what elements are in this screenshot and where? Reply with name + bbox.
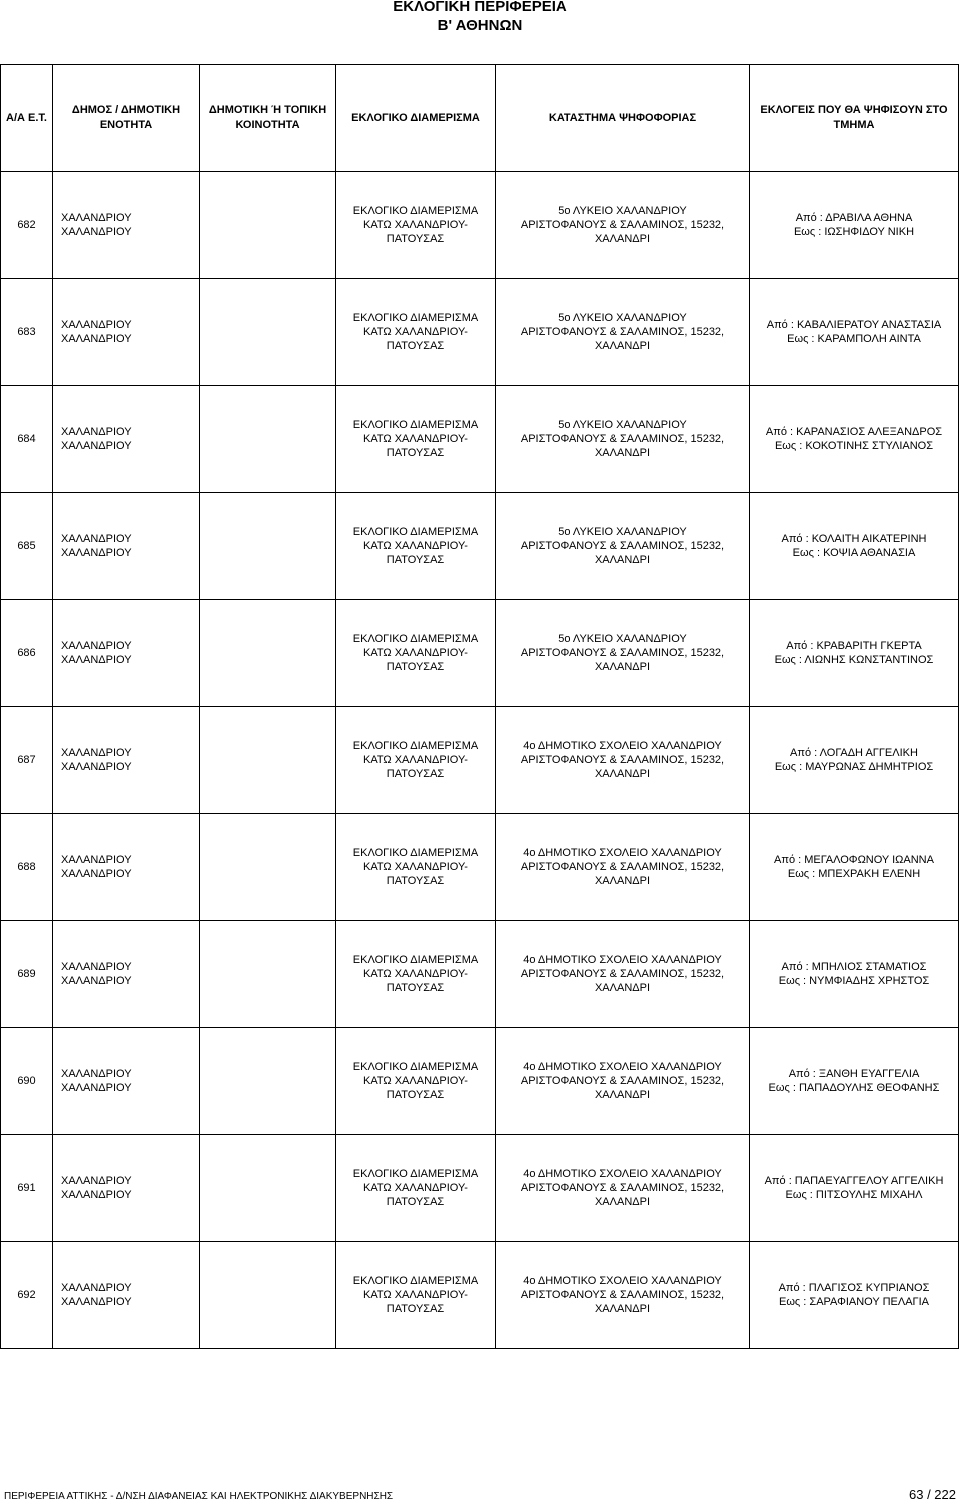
municipality-line: ΧΑΛΑΝΔΡΙΟΥ	[61, 640, 132, 652]
municipality-cell	[53, 1135, 200, 1242]
voters-range-line: Από : ΠΑΠΑΕΥΑΓΓΕΛΟΥ ΑΓΓΕΛΙΚΗ	[764, 1175, 944, 1187]
district-cell	[336, 1135, 496, 1242]
page-number: 63 / 222	[909, 1487, 956, 1502]
district-line: ΠΑΤΟΥΣΑΣ	[386, 1089, 445, 1101]
col-header-voters: ΕΚΛΟΓΕΙΣ ΠΟΥ ΘΑ ΨΗΦΙΣΟΥΝ ΣΤΟ ΤΜΗΜΑ	[750, 65, 959, 172]
district-line: ΚΑΤΩ ΧΑΛΑΝΔΡΙΟΥ-	[363, 968, 468, 980]
voters-range-line: Εως : ΜΠΕΧΡΑΚΗ ΕΛΕΝΗ	[787, 868, 921, 880]
voters-range-cell	[750, 279, 959, 386]
community-cell	[200, 1242, 336, 1349]
district-cell	[336, 493, 496, 600]
row-number: 682	[1, 172, 53, 279]
municipality-cell	[53, 386, 200, 493]
voters-range-line: Εως : ΠΙΤΣΟΥΛΗΣ ΜΙΧΑΗΛ	[785, 1189, 923, 1201]
station-line: ΑΡΙΣΤΟΦΑΝΟΥΣ & ΣΑΛΑΜΙΝΟΣ, 15232,	[520, 326, 725, 338]
station-line: 5ο ΛΥΚΕΙΟ ΧΑΛΑΝΔΡΙΟΥ	[558, 633, 687, 645]
municipality-line: ΧΑΛΑΝΔΡΙΟΥ	[61, 654, 132, 666]
municipality-line: ΧΑΛΑΝΔΡΙΟΥ	[61, 975, 132, 987]
district-line: ΠΑΤΟΥΣΑΣ	[386, 875, 445, 887]
district-cell	[336, 1028, 496, 1135]
voters-range-cell	[750, 1242, 959, 1349]
station-cell	[496, 279, 750, 386]
municipality-line: ΧΑΛΑΝΔΡΙΟΥ	[61, 1175, 132, 1187]
table-row	[1, 172, 959, 279]
row-number: 691	[1, 1135, 53, 1242]
station-line: 5ο ΛΥΚΕΙΟ ΧΑΛΑΝΔΡΙΟΥ	[558, 419, 687, 431]
station-line: 5ο ΛΥΚΕΙΟ ΧΑΛΑΝΔΡΙΟΥ	[558, 312, 687, 324]
station-line: ΧΑΛΑΝΔΡΙ	[594, 233, 651, 245]
station-line: ΑΡΙΣΤΟΦΑΝΟΥΣ & ΣΑΛΑΜΙΝΟΣ, 15232,	[520, 540, 725, 552]
district-line: ΚΑΤΩ ΧΑΛΑΝΔΡΙΟΥ-	[363, 326, 468, 338]
district-cell	[336, 707, 496, 814]
municipality-cell	[53, 1242, 200, 1349]
community-cell	[200, 493, 336, 600]
station-line: 4ο ΔΗΜΟΤΙΚΟ ΣΧΟΛΕΙΟ ΧΑΛΑΝΔΡΙΟΥ	[523, 740, 722, 752]
table-row	[1, 493, 959, 600]
municipality-cell	[53, 814, 200, 921]
station-cell	[496, 172, 750, 279]
municipality-line: ΧΑΛΑΝΔΡΙΟΥ	[61, 854, 132, 866]
col-header-number: Α/Α Ε.Τ.	[1, 65, 53, 172]
col-header-district: ΕΚΛΟΓΙΚΟ ΔΙΑΜΕΡΙΣΜΑ	[336, 65, 496, 172]
district-line: ΚΑΤΩ ΧΑΛΑΝΔΡΙΟΥ-	[363, 754, 468, 766]
col-header-station: ΚΑΤΑΣΤΗΜΑ ΨΗΦΟΦΟΡΙΑΣ	[496, 65, 750, 172]
municipality-line: ΧΑΛΑΝΔΡΙΟΥ	[61, 426, 132, 438]
row-number: 683	[1, 279, 53, 386]
municipality-line: ΧΑΛΑΝΔΡΙΟΥ	[61, 333, 132, 345]
municipality-line: ΧΑΛΑΝΔΡΙΟΥ	[61, 212, 132, 224]
voters-range-line: Εως : ΠΑΠΑΔΟΥΛΗΣ ΘΕΟΦΑΝΗΣ	[768, 1082, 940, 1094]
station-line: ΧΑΛΑΝΔΡΙ	[594, 340, 651, 352]
station-line: ΧΑΛΑΝΔΡΙ	[594, 982, 651, 994]
voters-range-cell	[750, 493, 959, 600]
voters-range-line: Εως : ΛΙΩΝΗΣ ΚΩΝΣΤΑΝΤΙΝΟΣ	[774, 654, 934, 666]
voters-range-cell	[750, 1028, 959, 1135]
row-number: 686	[1, 600, 53, 707]
station-line: ΧΑΛΑΝΔΡΙ	[594, 554, 651, 566]
district-line: ΚΑΤΩ ΧΑΛΑΝΔΡΙΟΥ-	[363, 219, 468, 231]
district-line: ΕΚΛΟΓΙΚΟ ΔΙΑΜΕΡΙΣΜΑ	[352, 633, 479, 645]
row-number: 690	[1, 1028, 53, 1135]
municipality-line: ΧΑΛΑΝΔΡΙΟΥ	[61, 440, 132, 452]
voters-range-line: Από : ΚΑΡΑΝΑΣΙΟΣ ΑΛΕΞΑΝΔΡΟΣ	[765, 426, 943, 438]
table-row	[1, 814, 959, 921]
station-cell	[496, 1242, 750, 1349]
station-line: ΑΡΙΣΤΟΦΑΝΟΥΣ & ΣΑΛΑΜΙΝΟΣ, 15232,	[520, 219, 725, 231]
station-line: ΧΑΛΑΝΔΡΙ	[594, 661, 651, 673]
voters-range-line: Εως : ΜΑΥΡΩΝΑΣ ΔΗΜΗΤΡΙΟΣ	[774, 761, 934, 773]
station-line: ΧΑΛΑΝΔΡΙ	[594, 1089, 651, 1101]
district-line: ΚΑΤΩ ΧΑΛΑΝΔΡΙΟΥ-	[363, 861, 468, 873]
station-line: ΧΑΛΑΝΔΡΙ	[594, 875, 651, 887]
district-line: ΕΚΛΟΓΙΚΟ ΔΙΑΜΕΡΙΣΜΑ	[352, 954, 479, 966]
municipality-line: ΧΑΛΑΝΔΡΙΟΥ	[61, 1296, 132, 1308]
community-cell	[200, 386, 336, 493]
station-line: ΧΑΛΑΝΔΡΙ	[594, 1303, 651, 1315]
station-line: ΑΡΙΣΤΟΦΑΝΟΥΣ & ΣΑΛΑΜΙΝΟΣ, 15232,	[520, 754, 725, 766]
district-line: ΕΚΛΟΓΙΚΟ ΔΙΑΜΕΡΙΣΜΑ	[352, 740, 479, 752]
station-line: ΑΡΙΣΤΟΦΑΝΟΥΣ & ΣΑΛΑΜΙΝΟΣ, 15232,	[520, 968, 725, 980]
district-line: ΚΑΤΩ ΧΑΛΑΝΔΡΙΟΥ-	[363, 647, 468, 659]
municipality-line: ΧΑΛΑΝΔΡΙΟΥ	[61, 761, 132, 773]
row-number: 692	[1, 1242, 53, 1349]
district-line: ΕΚΛΟΓΙΚΟ ΔΙΑΜΕΡΙΣΜΑ	[352, 312, 479, 324]
row-number: 684	[1, 386, 53, 493]
community-cell	[200, 279, 336, 386]
municipality-line: ΧΑΛΑΝΔΡΙΟΥ	[61, 1082, 132, 1094]
voters-range-cell	[750, 600, 959, 707]
district-line: ΕΚΛΟΓΙΚΟ ΔΙΑΜΕΡΙΣΜΑ	[352, 1061, 479, 1073]
voters-range-line: Από : ΠΛΑΓΙΣΟΣ ΚΥΠΡΙΑΝΟΣ	[778, 1282, 930, 1294]
municipality-cell	[53, 1028, 200, 1135]
community-cell	[200, 707, 336, 814]
district-line: ΠΑΤΟΥΣΑΣ	[386, 340, 445, 352]
district-line: ΠΑΤΟΥΣΑΣ	[386, 447, 445, 459]
district-cell	[336, 921, 496, 1028]
voters-range-cell	[750, 707, 959, 814]
community-cell	[200, 172, 336, 279]
district-line: ΚΑΤΩ ΧΑΛΑΝΔΡΙΟΥ-	[363, 540, 468, 552]
voters-range-line: Εως : ΣΑΡΑΦΙΑΝΟΥ ΠΕΛΑΓΙΑ	[779, 1296, 929, 1308]
row-number: 685	[1, 493, 53, 600]
district-line: ΠΑΤΟΥΣΑΣ	[386, 554, 445, 566]
municipality-line: ΧΑΛΑΝΔΡΙΟΥ	[61, 747, 132, 759]
station-line: 4ο ΔΗΜΟΤΙΚΟ ΣΧΟΛΕΙΟ ΧΑΛΑΝΔΡΙΟΥ	[523, 1168, 722, 1180]
col-header-municipality: ΔΗΜΟΣ / ΔΗΜΟΤΙΚΗ ΕΝΟΤΗΤΑ	[53, 65, 200, 172]
voters-range-cell	[750, 921, 959, 1028]
municipality-cell	[53, 279, 200, 386]
table-row	[1, 1242, 959, 1349]
station-line: ΑΡΙΣΤΟΦΑΝΟΥΣ & ΣΑΛΑΜΙΝΟΣ, 15232,	[520, 433, 725, 445]
station-line: ΑΡΙΣΤΟΦΑΝΟΥΣ & ΣΑΛΑΜΙΝΟΣ, 15232,	[520, 1182, 725, 1194]
table-row	[1, 707, 959, 814]
voters-range-cell	[750, 1135, 959, 1242]
voters-range-line: Από : ΚΡΑΒΑΡΙΤΗ ΓΚΕΡΤΑ	[786, 640, 922, 652]
voters-range-cell	[750, 172, 959, 279]
community-cell	[200, 1028, 336, 1135]
voters-range-line: Από : ΜΕΓΑΛΟΦΩΝΟΥ ΙΩΑΝΝΑ	[774, 854, 934, 866]
community-cell	[200, 1135, 336, 1242]
municipality-cell	[53, 600, 200, 707]
municipality-line: ΧΑΛΑΝΔΡΙΟΥ	[61, 1282, 132, 1294]
station-cell	[496, 1135, 750, 1242]
page-subtitle: Β' ΑΘΗΝΩΝ	[437, 17, 523, 34]
district-line: ΚΑΤΩ ΧΑΛΑΝΔΡΙΟΥ-	[363, 433, 468, 445]
row-number: 688	[1, 814, 53, 921]
district-line: ΠΑΤΟΥΣΑΣ	[386, 233, 445, 245]
station-cell	[496, 707, 750, 814]
station-cell	[496, 386, 750, 493]
station-line: ΑΡΙΣΤΟΦΑΝΟΥΣ & ΣΑΛΑΜΙΝΟΣ, 15232,	[520, 861, 725, 873]
municipality-line: ΧΑΛΑΝΔΡΙΟΥ	[61, 547, 132, 559]
station-line: ΑΡΙΣΤΟΦΑΝΟΥΣ & ΣΑΛΑΜΙΝΟΣ, 15232,	[520, 1075, 725, 1087]
station-cell	[496, 921, 750, 1028]
district-line: ΕΚΛΟΓΙΚΟ ΔΙΑΜΕΡΙΣΜΑ	[352, 205, 479, 217]
district-line: ΕΚΛΟΓΙΚΟ ΔΙΑΜΕΡΙΣΜΑ	[352, 1168, 479, 1180]
voters-range-line: Από : ΛΟΓΑΔΗ ΑΓΓΕΛΙΚΗ	[790, 747, 918, 759]
district-line: ΠΑΤΟΥΣΑΣ	[386, 1303, 445, 1315]
district-line: ΠΑΤΟΥΣΑΣ	[386, 661, 445, 673]
voters-range-line: Εως : ΙΩΣΗΦΙΔΟΥ ΝΙΚΗ	[793, 226, 915, 238]
station-line: ΧΑΛΑΝΔΡΙ	[594, 447, 651, 459]
municipality-line: ΧΑΛΑΝΔΡΙΟΥ	[61, 226, 132, 238]
station-cell	[496, 1028, 750, 1135]
district-cell	[336, 814, 496, 921]
station-line: 4ο ΔΗΜΟΤΙΚΟ ΣΧΟΛΕΙΟ ΧΑΛΑΝΔΡΙΟΥ	[523, 954, 722, 966]
voters-range-line: Από : ΞΑΝΘΗ ΕΥΑΓΓΕΛΙΑ	[788, 1068, 920, 1080]
station-cell	[496, 493, 750, 600]
voters-range-line: Από : ΜΠΗΛΙΟΣ ΣΤΑΜΑΤΙΟΣ	[781, 961, 927, 973]
row-number: 689	[1, 921, 53, 1028]
community-cell	[200, 921, 336, 1028]
polling-stations-table	[0, 64, 959, 1349]
district-line: ΚΑΤΩ ΧΑΛΑΝΔΡΙΟΥ-	[363, 1075, 468, 1087]
district-line: ΕΚΛΟΓΙΚΟ ΔΙΑΜΕΡΙΣΜΑ	[352, 419, 479, 431]
municipality-cell	[53, 921, 200, 1028]
district-line: ΚΑΤΩ ΧΑΛΑΝΔΡΙΟΥ-	[363, 1182, 468, 1194]
station-cell	[496, 814, 750, 921]
district-line: ΠΑΤΟΥΣΑΣ	[386, 1196, 445, 1208]
community-cell	[200, 600, 336, 707]
station-line: 5ο ΛΥΚΕΙΟ ΧΑΛΑΝΔΡΙΟΥ	[558, 205, 687, 217]
municipality-cell	[53, 493, 200, 600]
row-number: 687	[1, 707, 53, 814]
municipality-line: ΧΑΛΑΝΔΡΙΟΥ	[61, 1068, 132, 1080]
district-cell	[336, 172, 496, 279]
voters-range-cell	[750, 814, 959, 921]
municipality-cell	[53, 172, 200, 279]
table-row	[1, 1135, 959, 1242]
voters-range-line: Εως : ΚΟΨΙΑ ΑΘΑΝΑΣΙΑ	[792, 547, 916, 559]
voters-range-line: Εως : ΝΥΜΦΙΑΔΗΣ ΧΡΗΣΤΟΣ	[778, 975, 930, 987]
page-title: ΕΚΛΟΓΙΚΗ ΠΕΡΙΦΕΡΕΙΑ	[393, 0, 567, 15]
station-line: ΑΡΙΣΤΟΦΑΝΟΥΣ & ΣΑΛΑΜΙΝΟΣ, 15232,	[520, 1289, 725, 1301]
table-row	[1, 600, 959, 707]
municipality-line: ΧΑΛΑΝΔΡΙΟΥ	[61, 961, 132, 973]
municipality-line: ΧΑΛΑΝΔΡΙΟΥ	[61, 1189, 132, 1201]
voters-range-line: Από : ΚΟΛΑΙΤΗ ΑΙΚΑΤΕΡΙΝΗ	[781, 533, 927, 545]
district-line: ΕΚΛΟΓΙΚΟ ΔΙΑΜΕΡΙΣΜΑ	[352, 847, 479, 859]
municipality-cell	[53, 707, 200, 814]
table-row	[1, 386, 959, 493]
voters-range-line: Από : ΚΑΒΑΛΙΕΡΑΤΟΥ ΑΝΑΣΤΑΣΙΑ	[766, 319, 942, 331]
district-line: ΕΚΛΟΓΙΚΟ ΔΙΑΜΕΡΙΣΜΑ	[352, 1275, 479, 1287]
municipality-line: ΧΑΛΑΝΔΡΙΟΥ	[61, 868, 132, 880]
station-line: ΑΡΙΣΤΟΦΑΝΟΥΣ & ΣΑΛΑΜΙΝΟΣ, 15232,	[520, 647, 725, 659]
municipality-line: ΧΑΛΑΝΔΡΙΟΥ	[61, 533, 132, 545]
table-row	[1, 279, 959, 386]
table-row	[1, 921, 959, 1028]
station-line: ΧΑΛΑΝΔΡΙ	[594, 1196, 651, 1208]
municipality-line: ΧΑΛΑΝΔΡΙΟΥ	[61, 319, 132, 331]
footer-department: ΠΕΡΙΦΕΡΕΙΑ ΑΤΤΙΚΗΣ - Δ/ΝΣΗ ΔΙΑΦΑΝΕΙΑΣ ΚΑΙ ΗΛΕΚΤΡΟΝΙΚΗΣ ΔΙΑΚΥΒΕΡΝΗΣΗΣ	[4, 1491, 394, 1502]
station-line: 4ο ΔΗΜΟΤΙΚΟ ΣΧΟΛΕΙΟ ΧΑΛΑΝΔΡΙΟΥ	[523, 1061, 722, 1073]
station-line: 4ο ΔΗΜΟΤΙΚΟ ΣΧΟΛΕΙΟ ΧΑΛΑΝΔΡΙΟΥ	[523, 847, 722, 859]
station-line: ΧΑΛΑΝΔΡΙ	[594, 768, 651, 780]
voters-range-line: Εως : ΚΟΚΟΤΙΝΗΣ ΣΤΥΛΙΑΝΟΣ	[774, 440, 934, 452]
district-line: ΕΚΛΟΓΙΚΟ ΔΙΑΜΕΡΙΣΜΑ	[352, 526, 479, 538]
station-line: 4ο ΔΗΜΟΤΙΚΟ ΣΧΟΛΕΙΟ ΧΑΛΑΝΔΡΙΟΥ	[523, 1275, 722, 1287]
voters-range-cell	[750, 386, 959, 493]
community-cell	[200, 814, 336, 921]
station-line: 5ο ΛΥΚΕΙΟ ΧΑΛΑΝΔΡΙΟΥ	[558, 526, 687, 538]
table-row	[1, 1028, 959, 1135]
table-header-row	[1, 65, 959, 172]
district-cell	[336, 386, 496, 493]
district-line: ΠΑΤΟΥΣΑΣ	[386, 768, 445, 780]
district-cell	[336, 279, 496, 386]
district-line: ΚΑΤΩ ΧΑΛΑΝΔΡΙΟΥ-	[363, 1289, 468, 1301]
voters-range-line: Εως : ΚΑΡΑΜΠΟΛΗ ΑΙΝΤΑ	[787, 333, 921, 345]
col-header-community: ΔΗΜΟΤΙΚΗ Ή ΤΟΠΙΚΗ ΚΟΙΝΟΤΗΤΑ	[200, 65, 336, 172]
district-line: ΠΑΤΟΥΣΑΣ	[386, 982, 445, 994]
district-cell	[336, 1242, 496, 1349]
station-cell	[496, 600, 750, 707]
district-cell	[336, 600, 496, 707]
voters-range-line: Από : ΔΡΑΒΙΛΑ ΑΘΗΝΑ	[795, 212, 913, 224]
